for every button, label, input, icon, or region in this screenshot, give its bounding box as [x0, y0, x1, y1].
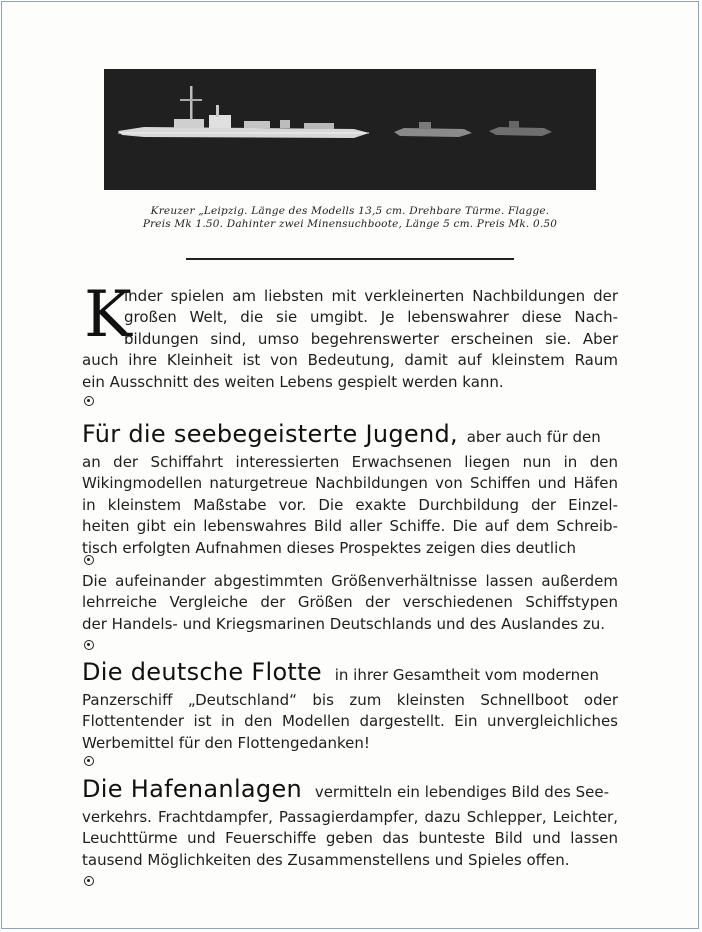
text-line: verkehrs. Frachtdampfer, Passagierdampfer, dazu Schlepper, Leichter,	[82, 808, 618, 826]
text-line: lehrreiche Vergleiche der Größen der verschiedenen Schiffstypen	[82, 593, 618, 612]
text-line: tausend Möglichkeiten des Zusammenstellens und Spieles offen.	[82, 850, 570, 869]
text-line: Die aufeinander abgestimmten Größenverhältnisse lassen außerdem	[82, 572, 618, 590]
heading-jugend: Für die seebegeisterte Jugend,	[82, 420, 458, 448]
ship-model-photo	[104, 69, 596, 190]
section-bullet-icon	[84, 876, 94, 886]
photo-caption-line1: Kreuzer „Leipzig. Länge des Modells 13,5 cm. Drehbare Türme. Flagge.	[150, 205, 550, 217]
text-line: Leuchttürme und Feuerschiffe geben das bunteste Bild und lassen	[82, 829, 618, 848]
text-line: auch ihre Kleinheit ist von Bedeutung, damit auf kleinstem Raum	[82, 351, 618, 370]
drop-cap: K	[84, 278, 132, 352]
photo-caption-line2: Preis Mk 1.50. Dahinter zwei Minensuchboote, Länge 5 cm. Preis Mk. 0.50	[142, 218, 558, 230]
heading-line-rest: aber auch für den	[466, 428, 601, 446]
section-bullet-icon	[84, 756, 94, 766]
heading-line	[82, 419, 618, 452]
section-bullet-icon	[84, 555, 94, 565]
intro-paragraph	[82, 278, 618, 393]
text-line: heiten gibt ein lebenswahres Bild aller Schiffe. Die auf dem Schreib-	[82, 517, 618, 536]
text-line: inder spielen am liebsten mit verkleinerten Nachbildungen der	[124, 287, 618, 305]
section-flotte	[82, 657, 618, 754]
heading-line-rest: in ihrer Gesamtheit vom modernen	[334, 666, 599, 684]
heading-hafen: Die Hafenanlagen	[82, 775, 303, 803]
text-line: an der Schiffahrt interessierten Erwachsenen liegen nun in den	[82, 453, 618, 471]
text-line: der Handels- und Kriegsmarinen Deutschlands und des Auslandes zu.	[82, 614, 606, 633]
text-line: Panzerschiff „Deutschland“ bis zum kleinsten Schnellboot oder	[82, 691, 618, 709]
text-line: Flottentender ist in den Modellen dargestellt. Ein unvergleichliches	[82, 712, 618, 731]
heading-flotte: Die deutsche Flotte	[82, 658, 322, 686]
text-line: bildungen sind, umso begehrenswerter erscheinen sie. Aber	[124, 329, 618, 348]
text-line: großen Welt, die sie umgibt. Je lebenswahrer diese Nach-	[124, 308, 618, 327]
section-bullet-icon	[84, 396, 94, 406]
text-line: in kleinstem Maßstabe vor. Die exakte Durchbildung der Einzel-	[82, 495, 618, 514]
section-groessen	[82, 571, 618, 635]
heading-line	[82, 774, 618, 807]
text-line: tisch erfolgten Aufnahmen dieses Prospektes zeigen dies deutlich	[82, 538, 576, 557]
section-hafen	[82, 774, 618, 871]
text-line: Werbemittel für den Flottengedanken!	[82, 733, 370, 752]
section-jugend	[82, 419, 618, 559]
divider-rule	[186, 258, 514, 260]
heading-line-rest: vermitteln ein lebendiges Bild des See-	[314, 783, 610, 801]
text-line: Wikingmodellen naturgetreue Nachbildungen von Schiffen und Häfen	[82, 474, 618, 493]
text-line: ein Ausschnitt des weiten Lebens gespielt werden kann.	[82, 372, 504, 391]
heading-line	[82, 657, 618, 690]
section-bullet-icon	[84, 640, 94, 650]
